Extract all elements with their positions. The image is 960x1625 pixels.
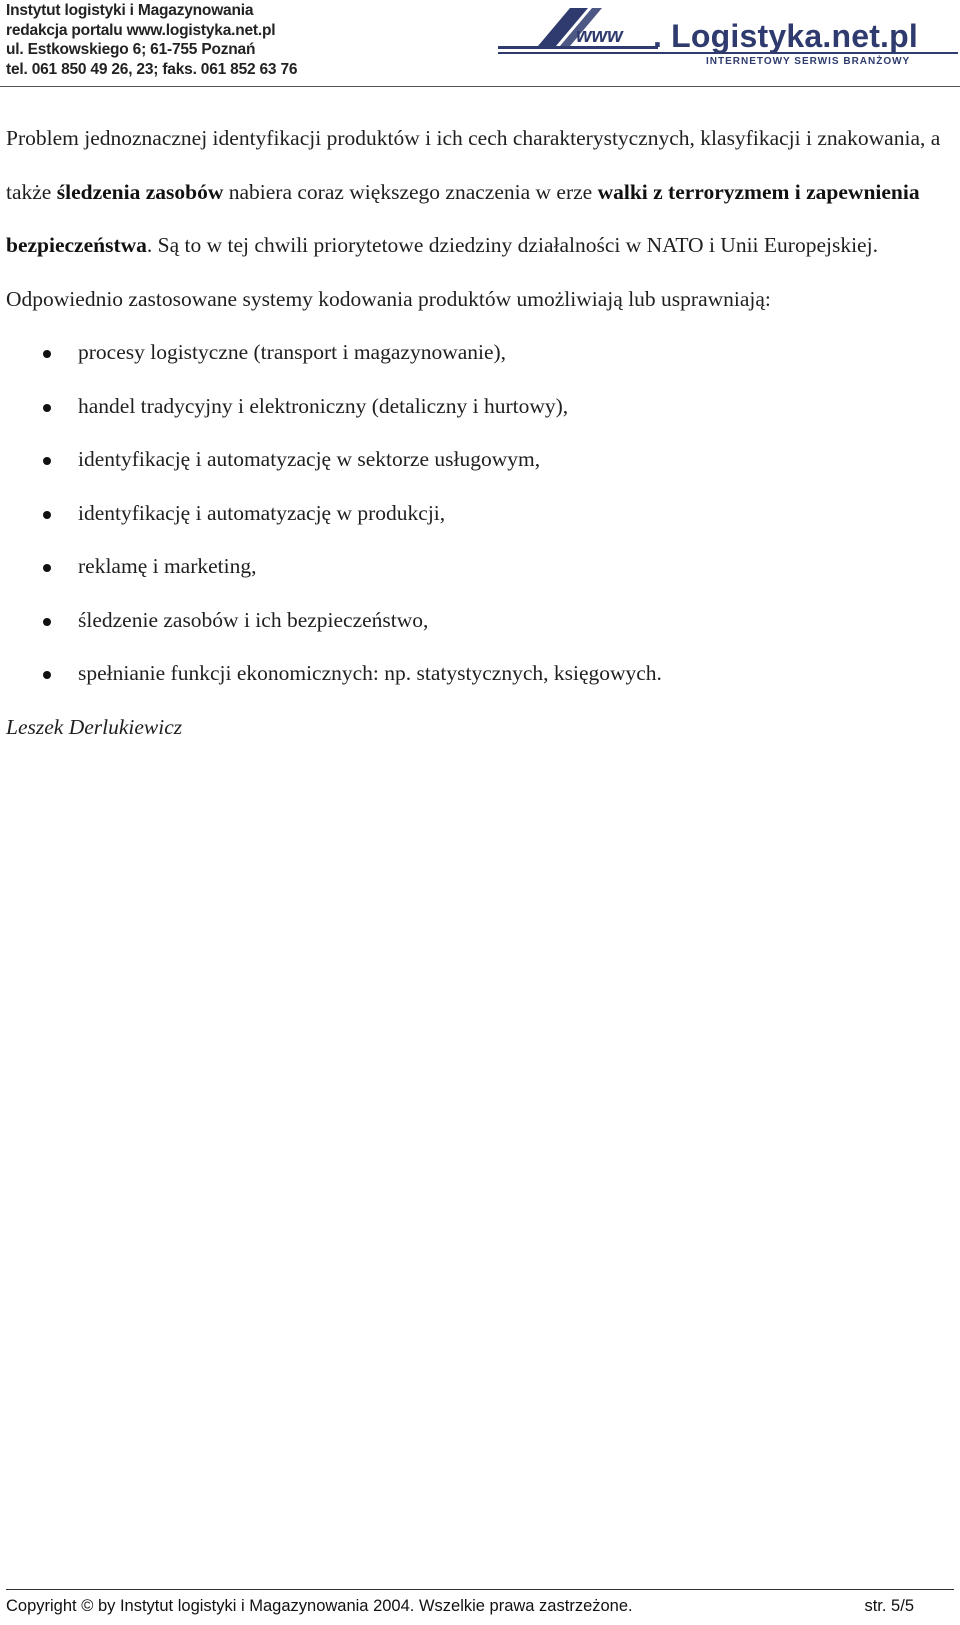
- author-name: Leszek Derlukiewicz: [6, 714, 183, 739]
- institute-address-block: [6, 1, 297, 79]
- bullet-icon: [43, 511, 51, 519]
- list-item-text: identyfikację i automatyzację w produkcji,: [78, 500, 446, 525]
- list-item-text: handel tradycyjny i elektroniczny (detaliczny i hurtowy),: [78, 393, 569, 418]
- logistyka-logo: [498, 6, 958, 72]
- paragraph-text: . Są to w tej chwili priorytetowe dziedziny działalności w NATO i Unii Europejskiej.: [146, 233, 878, 257]
- paragraph-text: Problem jednoznacznej identyfikacji produktów i ich cech charakterystycznych, klasyfikacji i znakowania, a także: [6, 126, 941, 204]
- page-header: [0, 0, 960, 87]
- article-body: [6, 112, 951, 754]
- portal-editorial: redakcja portalu www.logistyka.net.pl: [6, 21, 276, 39]
- bullet-icon: [43, 457, 51, 465]
- page-number: str. 5/5: [864, 1597, 914, 1615]
- bullet-icon: [43, 564, 51, 572]
- list-item: [6, 380, 951, 434]
- footer-divider: [6, 1589, 954, 1590]
- institute-street: ul. Estkowskiego 6; 61-755 Poznań: [6, 41, 256, 58]
- intro-paragraph: [6, 112, 951, 273]
- logo-brand-text: . Logistyka.net.pl: [653, 18, 918, 54]
- emphasis-asset-tracking: śledzenia zasobów: [56, 179, 224, 204]
- list-item: [6, 326, 951, 380]
- list-item-text: identyfikację i automatyzację w sektorze usługowym,: [78, 447, 541, 471]
- emphasis-security: walki z terroryzmem i zapewnienia bezpieczeństwa: [6, 179, 920, 257]
- institute-phone: tel. 061 850 49 26, 23; faks. 061 852 63 76: [6, 60, 298, 78]
- benefits-list: [6, 326, 951, 701]
- institute-name: Instytut logistyki i Magazynowania: [6, 2, 254, 19]
- bullet-icon: [43, 404, 51, 412]
- paragraph-text: nabiera coraz większego znaczenia w erze: [223, 179, 598, 204]
- bullet-icon: [43, 618, 51, 626]
- list-item: [6, 487, 951, 541]
- list-item: [6, 540, 951, 594]
- bullet-icon: [43, 350, 51, 358]
- list-item-text: reklamę i marketing,: [78, 554, 257, 578]
- list-item-text: spełnianie funkcji ekonomicznych: np. statystycznych, księgowych.: [78, 661, 662, 685]
- list-intro: Odpowiednio zastosowane systemy kodowania produktów umożliwiają lub usprawniają:: [6, 286, 771, 311]
- copyright-notice: Copyright © by Instytut logistyki i Magazynowania 2004. Wszelkie prawa zastrzeżone.: [6, 1597, 633, 1615]
- logo-tagline: INTERNETOWY SERWIS BRANŻOWY: [706, 56, 911, 67]
- list-item-text: procesy logistyczne (transport i magazynowanie),: [78, 340, 507, 364]
- list-item: [6, 647, 951, 701]
- list-item: [6, 594, 951, 648]
- list-item-text: śledzenie zasobów i ich bezpieczeństwo,: [78, 607, 429, 632]
- page-footer: [6, 1597, 954, 1621]
- logo-www-text: www: [576, 25, 623, 47]
- list-item: [6, 433, 951, 487]
- bullet-icon: [43, 671, 51, 679]
